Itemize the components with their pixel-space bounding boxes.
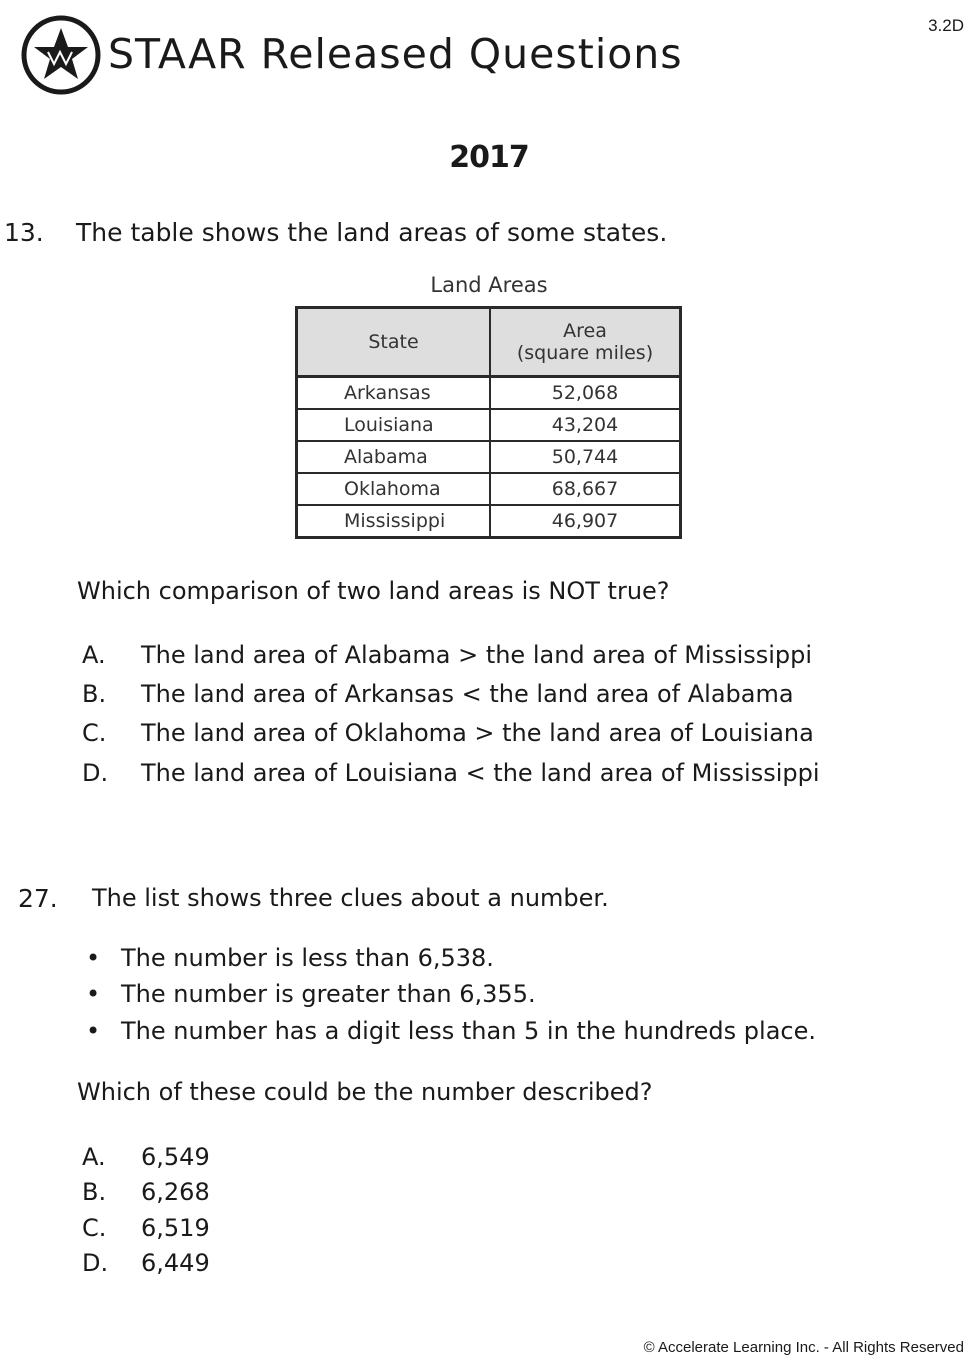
question-13-number: 13. [4,218,44,247]
table-header-row [297,308,681,377]
standard-code: 3.2D [928,16,964,35]
table-row [297,441,681,473]
question-13-prompt: The table shows the land areas of some states. [76,218,668,247]
q13-choice-c-letter: C. [82,719,107,747]
table-header-state: State [297,308,491,377]
q27-choice-b-letter: B. [82,1178,107,1206]
table-row [297,409,681,441]
table-cell-area: 50,744 [490,441,681,473]
table-header-area-line1: Area [563,320,607,342]
q27-choice-a-text: 6,549 [141,1143,210,1171]
q13-choice-d-text: The land area of Louisiana < the land area of Mississippi [141,759,820,787]
bullet-icon: • [86,980,101,1008]
q27-clue: The number is greater than 6,355. [121,980,536,1008]
bullet-icon: • [86,944,101,972]
table-cell-area: 43,204 [490,409,681,441]
q13-choice-b-letter: B. [82,680,107,708]
table-cell-state: Oklahoma [297,473,491,505]
table-caption: Land Areas [430,273,548,297]
header-title: STAAR Released Questions [108,30,683,78]
q27-clue: The number has a digit less than 5 in the hundreds place. [121,1017,816,1045]
year-heading: 2017 [449,140,529,175]
table-cell-area: 68,667 [490,473,681,505]
question-27-prompt: The list shows three clues about a number. [92,884,609,912]
table-cell-state: Louisiana [297,409,491,441]
table-header-area [490,308,681,377]
q13-choice-a-letter: A. [82,641,106,669]
table-row [297,505,681,538]
footer-copyright: © Accelerate Learning Inc. - All Rights Reserved [643,1339,964,1356]
table-cell-state: Alabama [297,441,491,473]
q13-choice-c-text: The land area of Oklahoma > the land area of Louisiana [141,719,814,747]
q27-choice-a-letter: A. [82,1143,106,1171]
table-cell-area: 52,068 [490,377,681,410]
table-cell-area: 46,907 [490,505,681,538]
table-header-area-line2: (square miles) [516,342,654,364]
q27-choice-c-text: 6,519 [141,1214,210,1242]
table-cell-state: Mississippi [297,505,491,538]
q13-choice-d-letter: D. [82,759,109,787]
table-cell-state: Arkansas [297,377,491,410]
q27-choice-d-letter: D. [82,1249,109,1277]
q13-choice-b-text: The land area of Arkansas < the land area of Alabama [141,680,794,708]
q13-choice-a-text: The land area of Alabama > the land area of Mississippi [141,641,813,669]
question-27-number: 27. [18,884,58,913]
question-27-text: Which of these could be the number described? [77,1078,653,1106]
q27-choice-d-text: 6,449 [141,1249,210,1277]
table-row [297,377,681,410]
q27-clue: The number is less than 6,538. [121,944,494,972]
land-areas-table [295,306,682,539]
table-row [297,473,681,505]
q27-choice-c-letter: C. [82,1214,107,1242]
q27-choice-b-text: 6,268 [141,1178,210,1206]
question-13-text: Which comparison of two land areas is NOT true? [77,577,670,605]
star-logo-icon [20,14,102,96]
bullet-icon: • [86,1017,101,1045]
